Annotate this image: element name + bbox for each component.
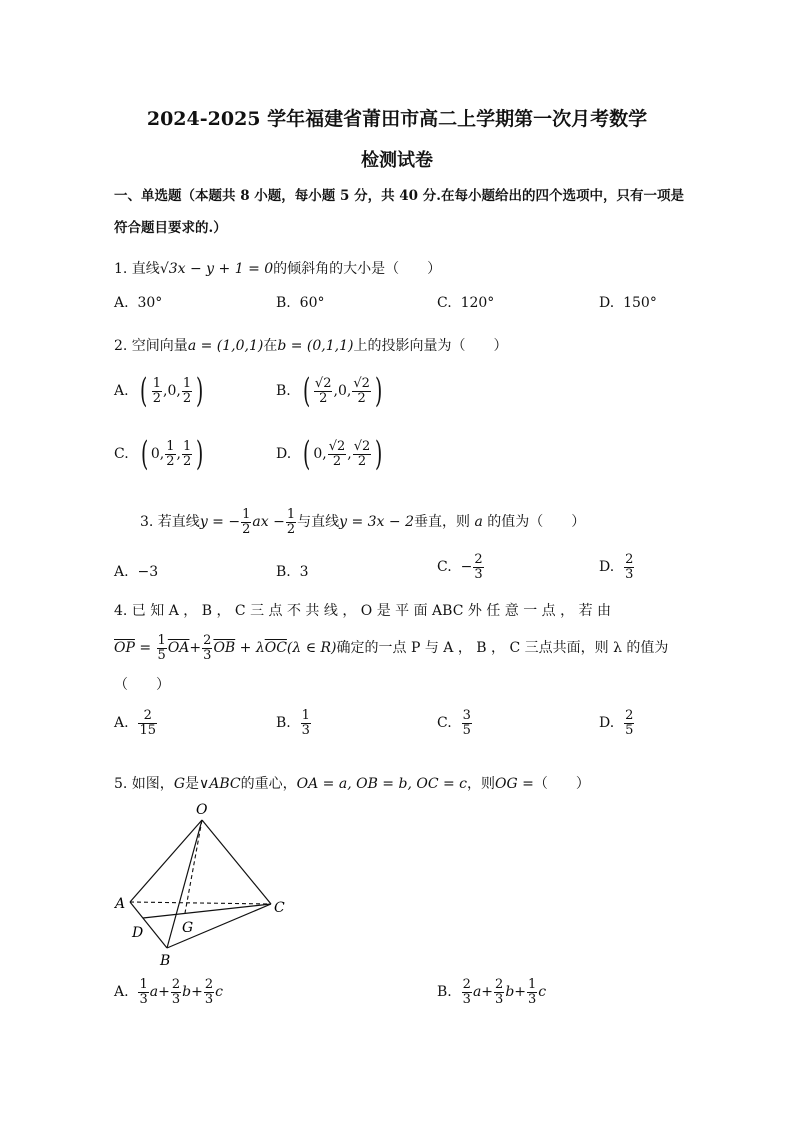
q2-option-b: B. ( $\frac{√2}{2}$ ,0, $\frac{√2}{2}$ ) bbox=[276, 371, 383, 411]
segment-og-hidden bbox=[185, 820, 202, 913]
question-4-line2: $\overline{OP}$ = $\frac{1}{5}$ $\overline{OA}+$ $\frac{2}{3}$ $\overline{OB} + \lambda\overline{OC}(\lambda$ ∈ R)确定的一点 P 与 A ， B ， C 三点共面，则 λ 的值为 bbox=[114, 633, 669, 663]
q3-option-d: D. $\frac{2}{3}$ bbox=[599, 552, 634, 582]
q2-option-c: C. ( 0, $\frac{1}{2}$ , $\frac{1}{2}$ ) bbox=[114, 434, 204, 474]
q5-option-a: A. $\frac{1}{3}$ a+ $\frac{2}{3}$ b+ $\frac{2}{3}$ c bbox=[114, 977, 223, 1007]
question-4-line3: （ ） bbox=[114, 677, 170, 693]
document-title-line1: 2024-2025 学年福建省莆田市高二上学期第一次月考数学 bbox=[146, 108, 648, 130]
q1-option-c: C. 120° bbox=[437, 295, 495, 311]
label-g: G bbox=[182, 920, 194, 936]
question-2-vector-b: b = (0,1,1) bbox=[277, 338, 354, 354]
question-1-suffix: 的倾斜角的大小是（ ） bbox=[273, 261, 442, 277]
edge-ac-hidden bbox=[130, 902, 271, 904]
question-2-stem: 2. 空间向量a = (1,0,1)在b = (0,1,1)上的投影向量为（ ） bbox=[114, 338, 508, 354]
q5-option-b: B. $\frac{2}{3}$ a+ $\frac{2}{3}$ b+ $\frac{1}{3}$ c bbox=[437, 977, 547, 1007]
q4-option-c: C. $\frac{3}{5}$ bbox=[437, 708, 471, 738]
edge-oc bbox=[202, 820, 271, 904]
tetrahedron-figure bbox=[110, 798, 300, 970]
label-o: O bbox=[196, 802, 208, 818]
q1-option-b: B. 60° bbox=[276, 295, 325, 311]
document-title-line2: 检测试卷 bbox=[361, 150, 433, 171]
q1-option-d: D. 150° bbox=[599, 295, 657, 311]
section-header-line1: 一、单选题（本题共 8 小题，每小题 5 分，共 40 分.在每小题给出的四个选项中，只有一项是 bbox=[114, 188, 684, 204]
q4-option-a: A. $\frac{2}{15}$ bbox=[114, 708, 157, 738]
label-c: C bbox=[274, 900, 285, 916]
question-3-stem: 3. 若直线y = − $\frac{1}{2}$ ax − $\frac{1}{2}$ 与直线y = 3x − 2垂直，则 a 的值为（ ） bbox=[140, 507, 586, 537]
q2-option-d: D. ( 0, $\frac{√2}{2}$ , $\frac{√2}{2}$ ) bbox=[276, 434, 383, 474]
q4-option-d: D. $\frac{2}{5}$ bbox=[599, 708, 634, 738]
q2-option-a: A. ( $\frac{1}{2}$ ,0, $\frac{1}{2}$ ) bbox=[114, 371, 204, 411]
question-1-equation: √3x − y + 1 = 0 bbox=[159, 261, 274, 277]
question-4-line1: 4. 已 知 A ， B ， C 三 点 不 共 线 ， O 是 平 面 ABC 外 任 意 一 点 ， 若 由 bbox=[114, 603, 612, 619]
question-1-prefix: 1. 直线 bbox=[114, 261, 160, 277]
label-a: A bbox=[115, 896, 126, 912]
edge-dc bbox=[143, 904, 271, 918]
q1-option-a: A. 30° bbox=[114, 295, 163, 311]
q3-option-c: C. − $\frac{2}{3}$ bbox=[437, 552, 483, 582]
section-header-line2: 符合题目要求的.） bbox=[114, 220, 227, 236]
label-b: B bbox=[160, 953, 171, 969]
label-d: D bbox=[132, 925, 144, 941]
q3-option-a: A. −3 bbox=[114, 564, 159, 580]
question-5-stem: 5. 如图，G是∨ABC的重心，OA = a, OB = b, OC = c，则OG =（ ） bbox=[114, 776, 590, 792]
q4-option-b: B. $\frac{1}{3}$ bbox=[276, 708, 310, 738]
q3-option-b: B. 3 bbox=[276, 564, 309, 580]
question-1-stem bbox=[114, 258, 441, 278]
question-2-vector-a: a = (1,0,1) bbox=[187, 338, 264, 354]
